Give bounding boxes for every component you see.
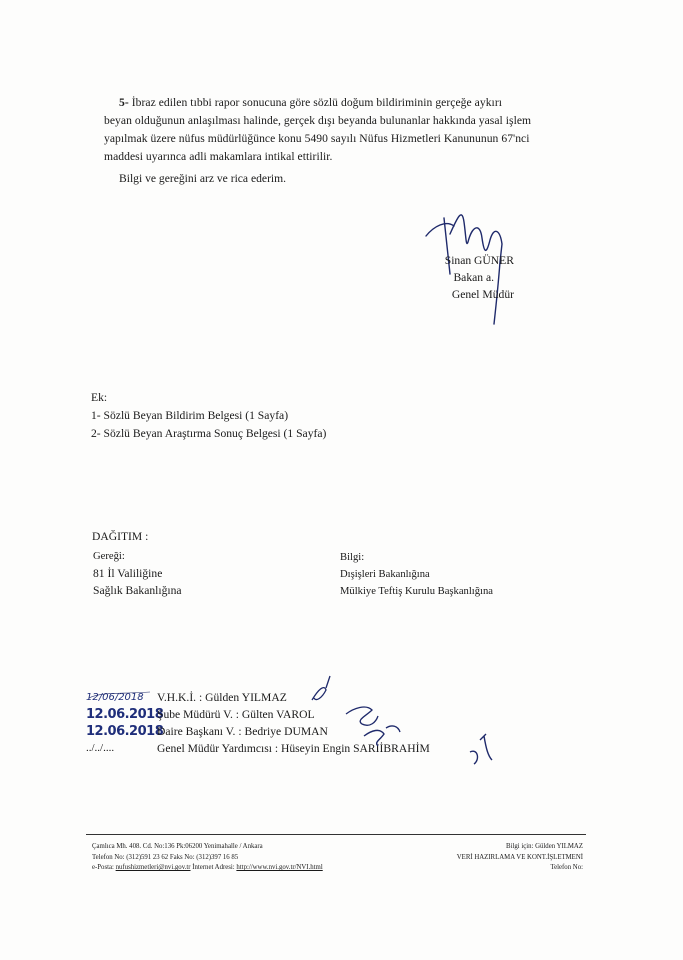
- distribution-action: [93, 548, 182, 599]
- attachment-item: 2- Sözlü Beyan Araştırma Sonuç Belgesi (1 Sayfa): [91, 427, 327, 440]
- approval-line: V.H.K.İ. : Gülden YILMAZ: [157, 691, 287, 704]
- distribution-info-label: Bilgi:: [340, 552, 365, 563]
- signer-title: Genel Müdür: [451, 288, 514, 301]
- footer-info-department: VERİ HAZIRLAMA VE KONT.İŞLETMENİ: [456, 853, 583, 861]
- footer-address-block: [92, 842, 323, 874]
- distribution-info: [340, 549, 493, 600]
- footer-email-label: e-Posta:: [92, 864, 114, 871]
- attachment-item: 1- Sözlü Beyan Bildirim Belgesi (1 Sayfa): [91, 409, 289, 422]
- footer-info-block: [457, 842, 583, 874]
- footer-info-phone: Telefon No:: [550, 864, 583, 871]
- distribution-title: DAĞITIM :: [92, 530, 149, 543]
- paragraph-number: 5-: [119, 96, 129, 109]
- signature-block: [404, 252, 514, 303]
- distribution-info-item: Mülkiye Teftiş Kurulu Başkanlığına: [340, 586, 493, 597]
- approval-date: 12/06/2018: [86, 692, 144, 703]
- approval-date: 12.06.2018: [86, 724, 164, 739]
- signer-authority: Bakan a.: [453, 271, 494, 284]
- signer-name: Sinan GÜNER: [444, 254, 514, 267]
- distribution-action-item: Sağlık Bakanlığına: [93, 584, 182, 597]
- footer-divider: [86, 834, 586, 835]
- paragraph-line: 5- İbraz edilen tıbbi rapor sonucuna göre sözlü doğum bildiriminin gerçeğe aykırı: [119, 96, 502, 109]
- footer-email-link[interactable]: nufushizmetleri@nvi.gov.tr: [115, 864, 191, 871]
- attachments-title: Ek:: [91, 391, 108, 404]
- approval-chain: [157, 689, 430, 757]
- footer-address: Çamlıca Mh. 408. Cd. No:136 Pk:06200 Yenimahalle / Ankara: [92, 843, 263, 850]
- approval-date: ../../....: [86, 742, 115, 754]
- footer-web-label: İnternet Adresi:: [192, 864, 235, 871]
- attachments: [91, 389, 326, 443]
- approval-date: 12.06.2018: [86, 707, 164, 722]
- approval-line: Daire Başkanı V. : Bedriye DUMAN: [157, 725, 328, 738]
- distribution-action-label: Gereği:: [93, 551, 125, 562]
- footer-phone: Telefon No: (312)591 23 62 Faks No: (312)397 16 85: [92, 853, 239, 861]
- distribution-info-item: Dışişleri Bakanlığına: [340, 569, 430, 580]
- approval-line: Genel Müdür Yardımcısı : Hüseyin Engin SARIİBRAHİM: [157, 742, 430, 755]
- approval-dates: [86, 689, 163, 757]
- body-paragraph: [104, 94, 600, 166]
- approval-line: Şube Müdürü V. : Gülten VAROL: [157, 708, 315, 721]
- closing-sentence: Bilgi ve gereğini arz ve rica ederim.: [119, 172, 287, 185]
- paragraph-line: beyan olduğunun anlaşılması halinde, gerçek dışı beyanda bulunanlar hakkında yasal işlem: [104, 114, 532, 127]
- footer-contact-links: [92, 863, 323, 874]
- footer-web-link[interactable]: http://www.nvi.gov.tr/NVI.html: [236, 864, 323, 871]
- footer-info-contact: Bilgi için: Gülden YILMAZ: [506, 843, 583, 850]
- distribution-action-item: 81 İl Valiliğine: [93, 567, 163, 580]
- paragraph-line: yapılmak üzere nüfus müdürlüğünce konu 5490 sayılı Nüfus Hizmetleri Kanununun 67'nci: [104, 132, 530, 145]
- paragraph-line: maddesi uyarınca adli makamlara intikal ettirilir.: [104, 150, 333, 163]
